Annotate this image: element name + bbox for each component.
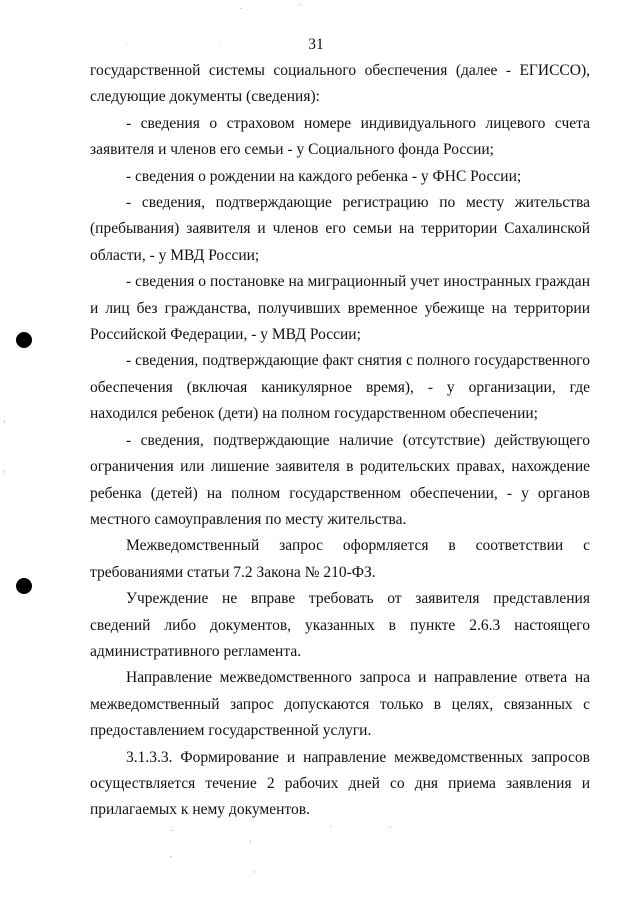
- scan-speck: [220, 44, 221, 45]
- scan-speck: [126, 44, 127, 45]
- punch-hole-mark: [16, 332, 32, 348]
- paragraph-10: 3.1.3.3. Формирование и направление межведомственных запросов осуществляется течение 2 рабочих дней со дня приема заявления и прилагаемых к нему документов.: [90, 748, 590, 819]
- page-number: 31: [308, 36, 324, 53]
- scan-speck: [330, 826, 332, 827]
- scan-speck: [254, 870, 255, 873]
- paragraph-6: - сведения, подтверждающие наличие (отсутствие) действующего ограничения или лишение заявителя в родительских правах, нахождение ребенка (детей) на полном государственном обеспечении, - у органов местного самоуправления по месту жительства.: [90, 431, 590, 528]
- scan-speck: [300, 4, 301, 6]
- paragraph-0: государственной системы социального обеспечения (далее - ЕГИССО), следующие документы (сведения):: [90, 62, 590, 106]
- scan-speck: [250, 840, 251, 843]
- punch-hole-mark: [16, 578, 32, 594]
- scan-speck: [390, 826, 391, 828]
- scan-speck: [240, 8, 242, 9]
- paragraph-2: - сведения о рождении на каждого ребенка - у ФНС России;: [126, 167, 522, 185]
- scan-speck: [170, 856, 172, 857]
- paragraph-1: - сведения о страховом номере индивидуального лицевого счета заявителя и членов его семьи - у Социального фонда России;: [90, 114, 590, 159]
- scan-speck: [170, 830, 173, 831]
- paragraph-3: - сведения, подтверждающие регистрацию по месту жительства (пребывания) заявителя и членов его семьи на территории Сахалинской области, - у МВД России;: [90, 194, 590, 264]
- scan-speck: [4, 470, 5, 473]
- paragraph-8: Учреждение не вправе требовать от заявителя представления сведений либо документов, указанных в пункте 2.6.3 настоящего административного регламента.: [90, 590, 590, 660]
- paragraph-4: - сведения о постановке на миграционный учет иностранных граждан и лиц без гражданства, получивших временное убежище на территории Российской Федерации, - у МВД России;: [90, 273, 590, 344]
- paragraph-9: Направление межведомственного запроса и направление ответа на межведомственный запрос допускаются только в целях, связанных с предоставлением государственной услуги.: [90, 669, 590, 740]
- document-body: [90, 58, 590, 824]
- scan-speck: [4, 420, 5, 423]
- paragraph-5: - сведения, подтверждающие факт снятия с полного государственного обеспечения (включая каникулярное время), - у организации, где находился ребенок (дети) на полном государственном обеспечении;: [90, 352, 590, 423]
- paragraph-7: Межведомственный запрос оформляется в соответствии с требованиями статьи 7.2 Закона № 210-ФЗ.: [90, 537, 590, 581]
